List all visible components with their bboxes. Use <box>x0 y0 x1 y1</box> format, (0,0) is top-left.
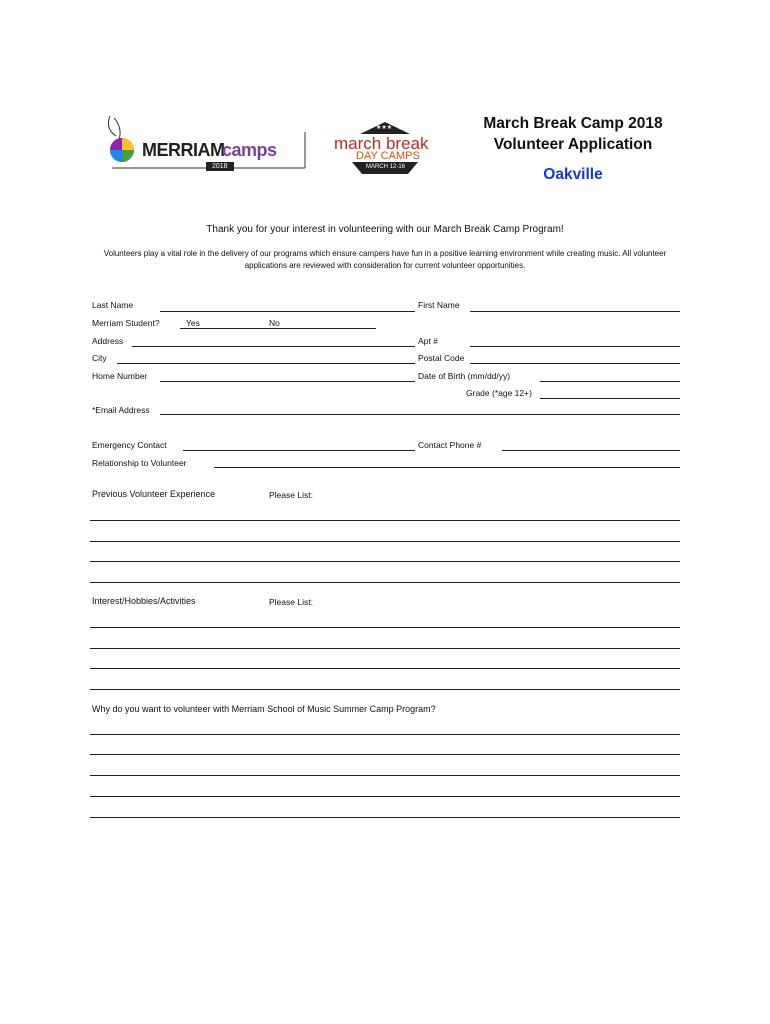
interests-line-1[interactable] <box>90 627 680 628</box>
experience-label: Previous Volunteer Experience <box>92 489 216 499</box>
description-text: Volunteers play a vital role in the delivery of our programs which ensure campers have fun in a positive learning environment while creating music. All volunteer applications are reviewed with consideration for current volunteer opportunities. <box>103 249 667 270</box>
experience-line-4[interactable] <box>90 582 680 583</box>
relationship-field[interactable] <box>214 467 680 468</box>
march-break-stars: ★★★ <box>376 125 393 131</box>
march-break-dates: MARCH 12-16 <box>366 164 406 170</box>
why-line-1[interactable] <box>90 734 680 735</box>
interests-hint: Please List: <box>269 597 313 607</box>
first-name-label: First Name <box>418 300 460 310</box>
city-label: City <box>92 353 107 363</box>
why-line-2[interactable] <box>90 754 680 755</box>
postal-code-label: Postal Code <box>418 353 465 363</box>
merriam-brand: MERRIAM <box>142 140 225 160</box>
apt-field[interactable] <box>470 346 680 347</box>
experience-line-3[interactable] <box>90 561 680 562</box>
home-number-field[interactable] <box>160 381 415 382</box>
apt-label: Apt # <box>418 336 438 346</box>
merriam-suffix: camps <box>222 140 277 160</box>
march-break-logo <box>330 120 440 180</box>
yes-option[interactable]: Yes <box>186 318 200 328</box>
interests-line-3[interactable] <box>90 668 680 669</box>
email-label: *Email Address <box>92 405 150 415</box>
dob-label: Date of Birth (mm/dd/yy) <box>418 371 511 381</box>
march-break-subtitle: DAY CAMPS <box>356 150 420 162</box>
contact-phone-label: Contact Phone # <box>418 440 482 450</box>
address-field[interactable] <box>132 346 415 347</box>
first-name-field[interactable] <box>470 311 680 312</box>
emergency-contact-label: Emergency Contact <box>92 440 167 450</box>
grade-field[interactable] <box>540 398 680 399</box>
experience-line-1[interactable] <box>90 520 680 521</box>
last-name-field[interactable] <box>160 311 415 312</box>
interests-label: Interest/Hobbies/Activities <box>92 596 196 606</box>
experience-hint: Please List: <box>269 490 313 500</box>
interests-line-4[interactable] <box>90 689 680 690</box>
address-label: Address <box>92 336 124 346</box>
postal-code-field[interactable] <box>470 363 680 364</box>
city-field[interactable] <box>117 363 415 364</box>
email-field[interactable] <box>160 414 680 415</box>
home-number-label: Home Number <box>92 371 148 381</box>
form-title-line2: Volunteer Application <box>493 136 653 153</box>
why-line-5[interactable] <box>90 817 680 818</box>
merriam-student-field[interactable] <box>180 328 376 329</box>
experience-line-2[interactable] <box>90 541 680 542</box>
interests-line-2[interactable] <box>90 648 680 649</box>
emergency-contact-field[interactable] <box>183 450 415 451</box>
relationship-label: Relationship to Volunteer <box>92 458 187 468</box>
no-option[interactable]: No <box>269 318 280 328</box>
contact-phone-field[interactable] <box>502 450 680 451</box>
grade-label: Grade (*age 12+) <box>466 388 532 398</box>
merriam-student-label: Merriam Student? <box>92 318 160 328</box>
why-volunteer-label: Why do you want to volunteer with Merriam School of Music Summer Camp Program? <box>92 704 436 714</box>
why-line-4[interactable] <box>90 796 680 797</box>
why-line-3[interactable] <box>90 775 680 776</box>
merriam-year-badge: 2018 <box>206 162 234 171</box>
form-title-line1: March Break Camp 2018 <box>483 115 663 132</box>
intro-text: Thank you for your interest in volunteering with our March Break Camp Program! <box>206 224 564 235</box>
march-break-title: march break <box>334 134 429 153</box>
dob-field[interactable] <box>540 381 680 382</box>
location-title: Oakville <box>543 166 603 183</box>
merriam-camps-logo <box>100 112 310 178</box>
last-name-label: Last Name <box>92 300 134 310</box>
